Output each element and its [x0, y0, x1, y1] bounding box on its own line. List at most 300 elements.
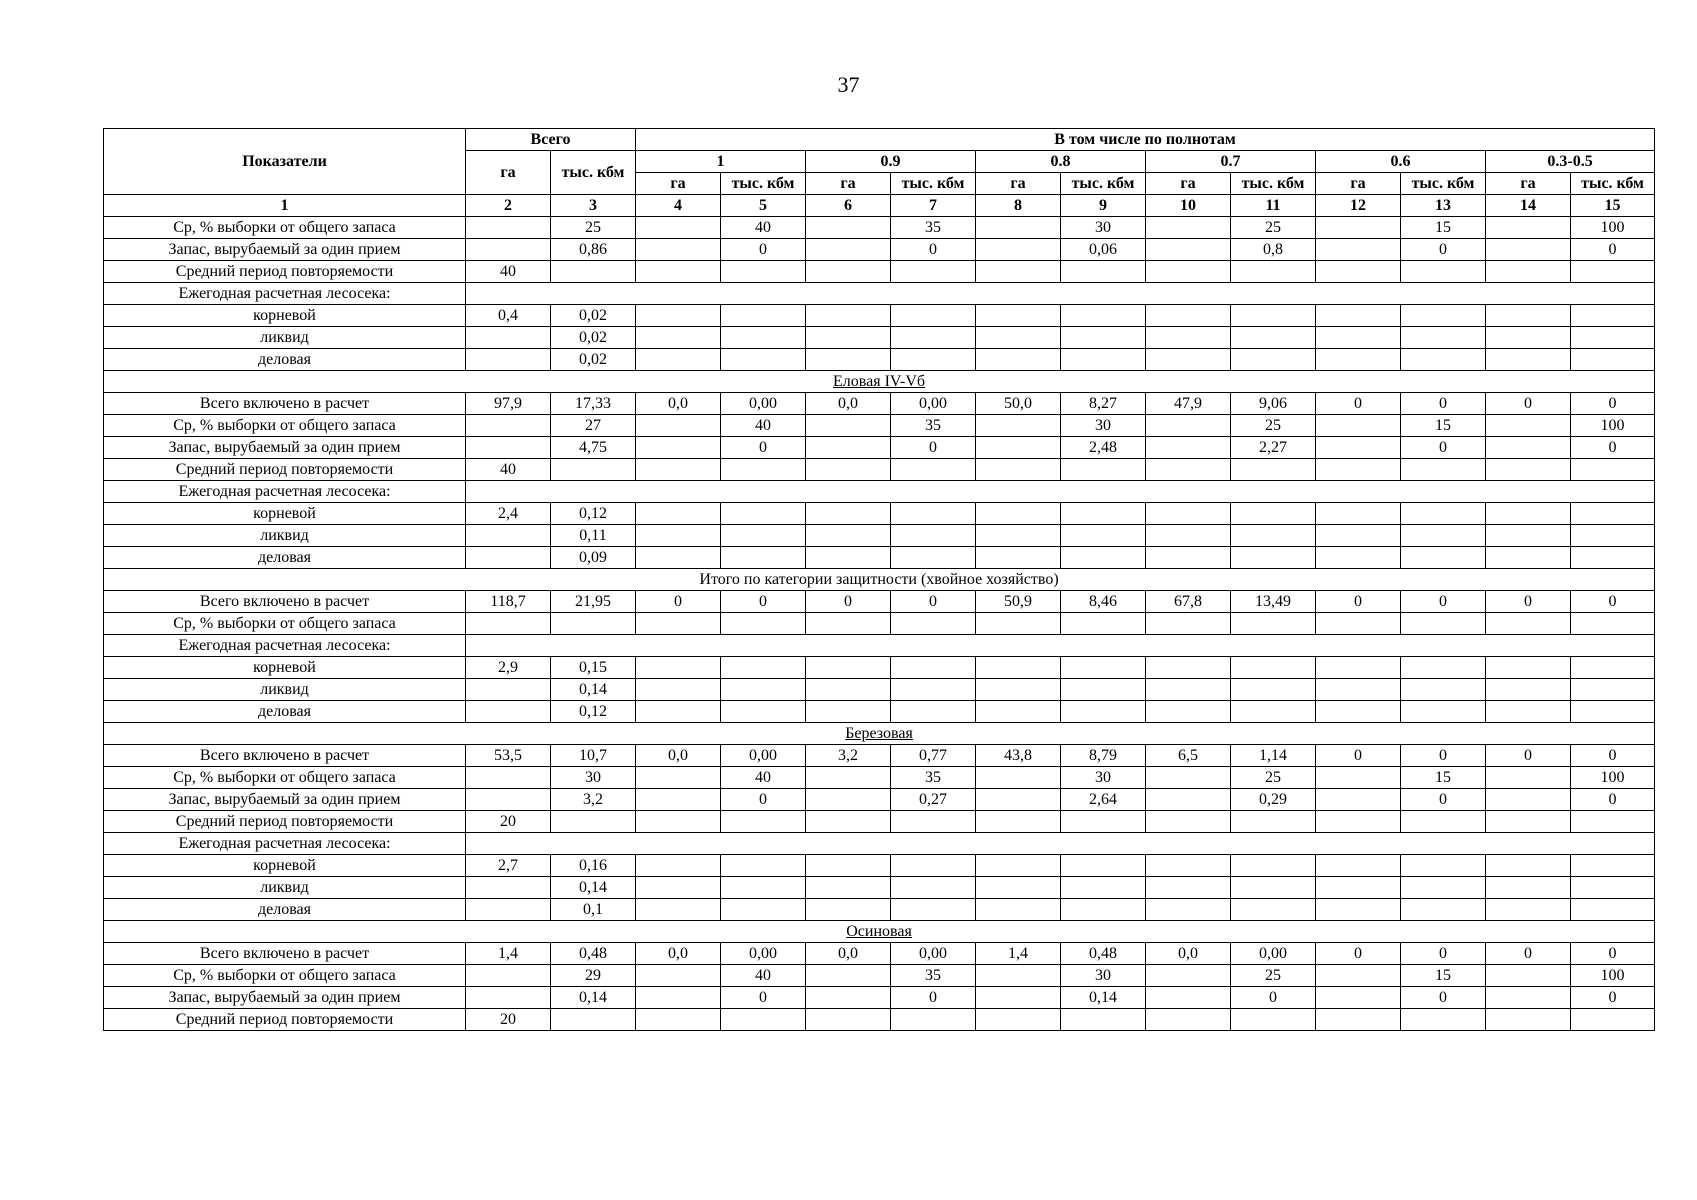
- table-cell: [1061, 855, 1146, 877]
- table-cell: [976, 525, 1061, 547]
- table-body: [104, 217, 1655, 1031]
- table-cell: [976, 811, 1061, 833]
- table-cell: [1146, 899, 1231, 921]
- table-row: [104, 635, 1655, 657]
- table-row: [104, 261, 1655, 283]
- table-cell: [976, 613, 1061, 635]
- table-cell: 25: [1231, 965, 1316, 987]
- table-cell: [1571, 811, 1655, 833]
- table-cell: [1486, 503, 1571, 525]
- table-cell: [1486, 1009, 1571, 1031]
- table-cell: [891, 613, 976, 635]
- table-cell: [1146, 547, 1231, 569]
- forest-cutting-table: [103, 128, 1655, 1031]
- table-row: [104, 569, 1655, 591]
- table-cell: 0,16: [551, 855, 636, 877]
- table-cell: [1146, 217, 1231, 239]
- table-cell: [1486, 239, 1571, 261]
- header-density: 0.6: [1316, 151, 1486, 173]
- table-cell: 0,1: [551, 899, 636, 921]
- row-label: Всего включено в расчет: [104, 591, 466, 613]
- column-number: 7: [891, 195, 976, 217]
- table-cell: [1231, 503, 1316, 525]
- table-cell: [1571, 261, 1655, 283]
- table-cell: [806, 327, 891, 349]
- table-cell: [1061, 701, 1146, 723]
- table-row: [104, 437, 1655, 459]
- table-cell: 25: [1231, 217, 1316, 239]
- table-cell: 0,00: [891, 393, 976, 415]
- table-cell: [1571, 547, 1655, 569]
- table-row: [104, 283, 1655, 305]
- table-cell: [891, 503, 976, 525]
- table-cell: [1316, 327, 1401, 349]
- row-label: Ср, % выборки от общего запаса: [104, 965, 466, 987]
- table-cell: [1231, 1009, 1316, 1031]
- table-cell: [1486, 877, 1571, 899]
- column-number: 9: [1061, 195, 1146, 217]
- table-cell: [1316, 305, 1401, 327]
- table-cell: 6,5: [1146, 745, 1231, 767]
- table-cell: [636, 547, 721, 569]
- row-label: Всего включено в расчет: [104, 393, 466, 415]
- table-cell: [806, 965, 891, 987]
- table-cell: 43,8: [976, 745, 1061, 767]
- row-label: Запас, вырубаемый за один прием: [104, 437, 466, 459]
- table-cell: 100: [1571, 217, 1655, 239]
- table-cell: 0: [1571, 591, 1655, 613]
- row-label: Ежегодная расчетная лесосека:: [104, 635, 466, 657]
- table-cell: [976, 503, 1061, 525]
- table-cell: [1061, 679, 1146, 701]
- table-cell: [806, 811, 891, 833]
- table-cell: [1146, 877, 1231, 899]
- table-cell: 0: [1316, 943, 1401, 965]
- table-cell: 0: [636, 591, 721, 613]
- table-cell: 0: [1486, 591, 1571, 613]
- table-cell: [1401, 657, 1486, 679]
- table-cell: [1401, 679, 1486, 701]
- table-cell: 0: [1571, 745, 1655, 767]
- section-heading: Березовая: [104, 723, 1655, 745]
- table-row: [104, 305, 1655, 327]
- table-cell: 30: [1061, 965, 1146, 987]
- table-cell: [636, 987, 721, 1009]
- header-ha: га: [636, 173, 721, 195]
- table-cell: [636, 855, 721, 877]
- table-cell: [1316, 811, 1401, 833]
- table-cell: 0: [1401, 437, 1486, 459]
- table-cell: [976, 789, 1061, 811]
- table-cell: [806, 987, 891, 1009]
- table-cell: 0: [1401, 591, 1486, 613]
- row-label: деловая: [104, 349, 466, 371]
- table-cell: [806, 437, 891, 459]
- table-cell: [551, 811, 636, 833]
- section-heading: Еловая IV-Vб: [104, 371, 1655, 393]
- table-cell: 0,14: [551, 987, 636, 1009]
- row-label: деловая: [104, 547, 466, 569]
- table-cell: [636, 1009, 721, 1031]
- table-cell: 0,48: [1061, 943, 1146, 965]
- table-cell: [721, 679, 806, 701]
- table-cell: [636, 459, 721, 481]
- table-cell: [1571, 701, 1655, 723]
- table-cell: 0,77: [891, 745, 976, 767]
- table-cell: 1,14: [1231, 745, 1316, 767]
- table-cell: [976, 855, 1061, 877]
- table-cell: 20: [466, 1009, 551, 1031]
- table-cell: [1146, 657, 1231, 679]
- table-cell: [1231, 899, 1316, 921]
- table-cell: 0: [891, 591, 976, 613]
- table-cell: [806, 657, 891, 679]
- table-cell: 0,86: [551, 239, 636, 261]
- table-cell: [636, 657, 721, 679]
- table-cell: 3,2: [806, 745, 891, 767]
- header-volume: тыс. кбм: [891, 173, 976, 195]
- header-volume: тыс. кбм: [1571, 173, 1655, 195]
- table-cell: [636, 349, 721, 371]
- table-cell: [721, 525, 806, 547]
- section-heading: Осиновая: [104, 921, 1655, 943]
- table-cell: [1316, 415, 1401, 437]
- table-cell: [1401, 877, 1486, 899]
- table-cell: 0,4: [466, 305, 551, 327]
- header-ha: га: [1316, 173, 1401, 195]
- table-cell: [721, 547, 806, 569]
- table-cell: 3,2: [551, 789, 636, 811]
- table-cell: [636, 437, 721, 459]
- table-cell: [1061, 1009, 1146, 1031]
- row-label: деловая: [104, 701, 466, 723]
- header-volume: тыс. кбм: [1231, 173, 1316, 195]
- table-cell: 0,00: [721, 745, 806, 767]
- table-cell: 1,4: [466, 943, 551, 965]
- table-cell: [1571, 503, 1655, 525]
- table-cell: [1316, 679, 1401, 701]
- table-row: [104, 459, 1655, 481]
- empty-merged-cell: [466, 283, 1655, 305]
- table-cell: [636, 415, 721, 437]
- table-cell: 0,0: [636, 745, 721, 767]
- table-cell: 0,02: [551, 349, 636, 371]
- table-cell: [1571, 899, 1655, 921]
- table-cell: 0: [1401, 745, 1486, 767]
- table-cell: 50,0: [976, 393, 1061, 415]
- row-label: Ср, % выборки от общего запаса: [104, 613, 466, 635]
- table-cell: 15: [1401, 217, 1486, 239]
- table-cell: [1486, 679, 1571, 701]
- table-cell: 0: [1486, 745, 1571, 767]
- table-row: [104, 547, 1655, 569]
- row-label: корневой: [104, 503, 466, 525]
- table-row: [104, 767, 1655, 789]
- table-cell: [1571, 679, 1655, 701]
- table-cell: [1146, 327, 1231, 349]
- header-indicators: Показатели: [104, 129, 466, 195]
- table-cell: [1316, 899, 1401, 921]
- table-cell: [636, 679, 721, 701]
- table-cell: [466, 789, 551, 811]
- table-cell: [1146, 701, 1231, 723]
- table-cell: [1146, 525, 1231, 547]
- table-cell: [806, 1009, 891, 1031]
- table-cell: [1401, 701, 1486, 723]
- table-cell: [1571, 877, 1655, 899]
- table-cell: [1486, 459, 1571, 481]
- table-cell: [636, 877, 721, 899]
- column-number: 13: [1401, 195, 1486, 217]
- table-cell: 0: [1571, 239, 1655, 261]
- table-cell: [806, 349, 891, 371]
- table-row: [104, 415, 1655, 437]
- header-density: 0.9: [806, 151, 976, 173]
- table-cell: [976, 899, 1061, 921]
- table-cell: [1401, 349, 1486, 371]
- table-cell: [721, 349, 806, 371]
- table-cell: [1231, 679, 1316, 701]
- table-cell: [636, 965, 721, 987]
- table-cell: [1486, 305, 1571, 327]
- table-cell: 0,00: [721, 943, 806, 965]
- table-cell: 40: [721, 217, 806, 239]
- table-cell: 25: [551, 217, 636, 239]
- column-number-row: [104, 195, 1655, 217]
- table-cell: [466, 701, 551, 723]
- table-cell: [721, 327, 806, 349]
- table-cell: [1146, 1009, 1231, 1031]
- table-cell: 0: [1571, 437, 1655, 459]
- table-cell: [1231, 459, 1316, 481]
- column-number: 5: [721, 195, 806, 217]
- table-cell: [891, 899, 976, 921]
- table-cell: [1231, 877, 1316, 899]
- table-cell: [1316, 437, 1401, 459]
- table-cell: [891, 701, 976, 723]
- row-label: Средний период повторяемости: [104, 459, 466, 481]
- table-row: [104, 503, 1655, 525]
- table-cell: [636, 613, 721, 635]
- table-cell: [1486, 899, 1571, 921]
- table-cell: 0,8: [1231, 239, 1316, 261]
- table-cell: [1486, 657, 1571, 679]
- table-cell: 2,48: [1061, 437, 1146, 459]
- table-cell: [1401, 811, 1486, 833]
- table-cell: 67,8: [1146, 591, 1231, 613]
- table-cell: [976, 415, 1061, 437]
- row-label: ликвид: [104, 877, 466, 899]
- table-cell: [721, 613, 806, 635]
- table-cell: 8,27: [1061, 393, 1146, 415]
- table-cell: [1316, 217, 1401, 239]
- table-cell: 0,00: [891, 943, 976, 965]
- table-cell: [636, 811, 721, 833]
- table-cell: 2,7: [466, 855, 551, 877]
- table-cell: [1061, 349, 1146, 371]
- table-cell: [1401, 459, 1486, 481]
- table-cell: [1486, 261, 1571, 283]
- table-cell: [1146, 459, 1231, 481]
- table-cell: [721, 261, 806, 283]
- table-cell: [1486, 437, 1571, 459]
- table-cell: [1316, 855, 1401, 877]
- table-cell: [1486, 217, 1571, 239]
- table-cell: 35: [891, 415, 976, 437]
- header-total-ha: га: [466, 151, 551, 195]
- table-cell: [466, 613, 551, 635]
- table-cell: [806, 503, 891, 525]
- table-cell: [1146, 437, 1231, 459]
- table-cell: [1146, 239, 1231, 261]
- table-cell: [1401, 525, 1486, 547]
- table-cell: [1146, 305, 1231, 327]
- table-cell: [1401, 261, 1486, 283]
- table-row: [104, 657, 1655, 679]
- table-cell: [976, 679, 1061, 701]
- table-cell: 30: [1061, 767, 1146, 789]
- table-cell: [1231, 305, 1316, 327]
- table-cell: 40: [466, 459, 551, 481]
- table-cell: 35: [891, 217, 976, 239]
- table-cell: [1571, 613, 1655, 635]
- table-cell: 0,0: [636, 943, 721, 965]
- table-cell: [636, 217, 721, 239]
- table-cell: 0: [891, 239, 976, 261]
- table-cell: [976, 547, 1061, 569]
- table-cell: [806, 789, 891, 811]
- table-cell: [721, 811, 806, 833]
- table-row: [104, 371, 1655, 393]
- table-cell: [1486, 701, 1571, 723]
- table-cell: 0: [1316, 745, 1401, 767]
- table-cell: [806, 459, 891, 481]
- table-cell: [1231, 525, 1316, 547]
- table-cell: [466, 437, 551, 459]
- table-cell: [1146, 789, 1231, 811]
- table-cell: 0,02: [551, 327, 636, 349]
- table-cell: [636, 899, 721, 921]
- table-cell: 29: [551, 965, 636, 987]
- table-cell: [1571, 305, 1655, 327]
- table-cell: [1061, 547, 1146, 569]
- table-cell: 25: [1231, 767, 1316, 789]
- table-cell: 10,7: [551, 745, 636, 767]
- table-cell: [1061, 459, 1146, 481]
- table-cell: [1146, 767, 1231, 789]
- table-cell: 47,9: [1146, 393, 1231, 415]
- table-cell: [976, 459, 1061, 481]
- table-cell: 0,0: [636, 393, 721, 415]
- table-cell: 0: [1401, 239, 1486, 261]
- table-cell: 8,79: [1061, 745, 1146, 767]
- table-cell: 0,14: [551, 679, 636, 701]
- table-cell: 21,95: [551, 591, 636, 613]
- column-number: 4: [636, 195, 721, 217]
- table-row: [104, 613, 1655, 635]
- table-cell: [1316, 613, 1401, 635]
- table-cell: [1146, 613, 1231, 635]
- table-cell: 27: [551, 415, 636, 437]
- table-cell: [891, 261, 976, 283]
- table-row: [104, 239, 1655, 261]
- table-cell: [806, 767, 891, 789]
- table-cell: [466, 965, 551, 987]
- table-cell: [466, 349, 551, 371]
- table-cell: [806, 855, 891, 877]
- table-cell: [891, 547, 976, 569]
- table-cell: [806, 679, 891, 701]
- table-cell: [721, 459, 806, 481]
- table-row: [104, 811, 1655, 833]
- column-number: 2: [466, 195, 551, 217]
- table-cell: [1401, 899, 1486, 921]
- table-cell: [1401, 503, 1486, 525]
- table-cell: 0,09: [551, 547, 636, 569]
- table-cell: [1231, 547, 1316, 569]
- table-cell: [891, 811, 976, 833]
- table-cell: 0: [1231, 987, 1316, 1009]
- table-cell: [806, 877, 891, 899]
- table-cell: [636, 261, 721, 283]
- table-cell: 0: [721, 239, 806, 261]
- table-cell: [806, 701, 891, 723]
- table-cell: [1486, 327, 1571, 349]
- table-cell: 13,49: [1231, 591, 1316, 613]
- row-label: деловая: [104, 899, 466, 921]
- table-cell: [891, 679, 976, 701]
- table-cell: [1061, 503, 1146, 525]
- header-density: 0.3-0.5: [1486, 151, 1655, 173]
- table-cell: [1231, 855, 1316, 877]
- table-cell: [891, 855, 976, 877]
- table-cell: [1401, 1009, 1486, 1031]
- header-volume: тыс. кбм: [1401, 173, 1486, 195]
- table-cell: [636, 701, 721, 723]
- table-cell: [636, 503, 721, 525]
- row-label: Средний период повторяемости: [104, 811, 466, 833]
- row-label: ликвид: [104, 679, 466, 701]
- table-cell: [1146, 855, 1231, 877]
- table-cell: [891, 349, 976, 371]
- table-cell: 2,27: [1231, 437, 1316, 459]
- row-label: корневой: [104, 305, 466, 327]
- table-cell: 50,9: [976, 591, 1061, 613]
- table-cell: 40: [466, 261, 551, 283]
- table-cell: [1316, 239, 1401, 261]
- header-total-volume: тыс. кбм: [551, 151, 636, 195]
- table-cell: [636, 789, 721, 811]
- table-cell: [976, 987, 1061, 1009]
- table-row: [104, 1009, 1655, 1031]
- table-row: [104, 855, 1655, 877]
- row-label: Запас, вырубаемый за один прием: [104, 987, 466, 1009]
- table-cell: 40: [721, 767, 806, 789]
- table-row: [104, 921, 1655, 943]
- column-number: 10: [1146, 195, 1231, 217]
- column-number: 6: [806, 195, 891, 217]
- table-row: [104, 943, 1655, 965]
- table-cell: 40: [721, 415, 806, 437]
- table-cell: [806, 239, 891, 261]
- table-cell: 97,9: [466, 393, 551, 415]
- table-cell: [1061, 877, 1146, 899]
- header-ha: га: [1486, 173, 1571, 195]
- table-row: [104, 679, 1655, 701]
- table-row: [104, 481, 1655, 503]
- table-cell: 15: [1401, 965, 1486, 987]
- table-cell: 0,15: [551, 657, 636, 679]
